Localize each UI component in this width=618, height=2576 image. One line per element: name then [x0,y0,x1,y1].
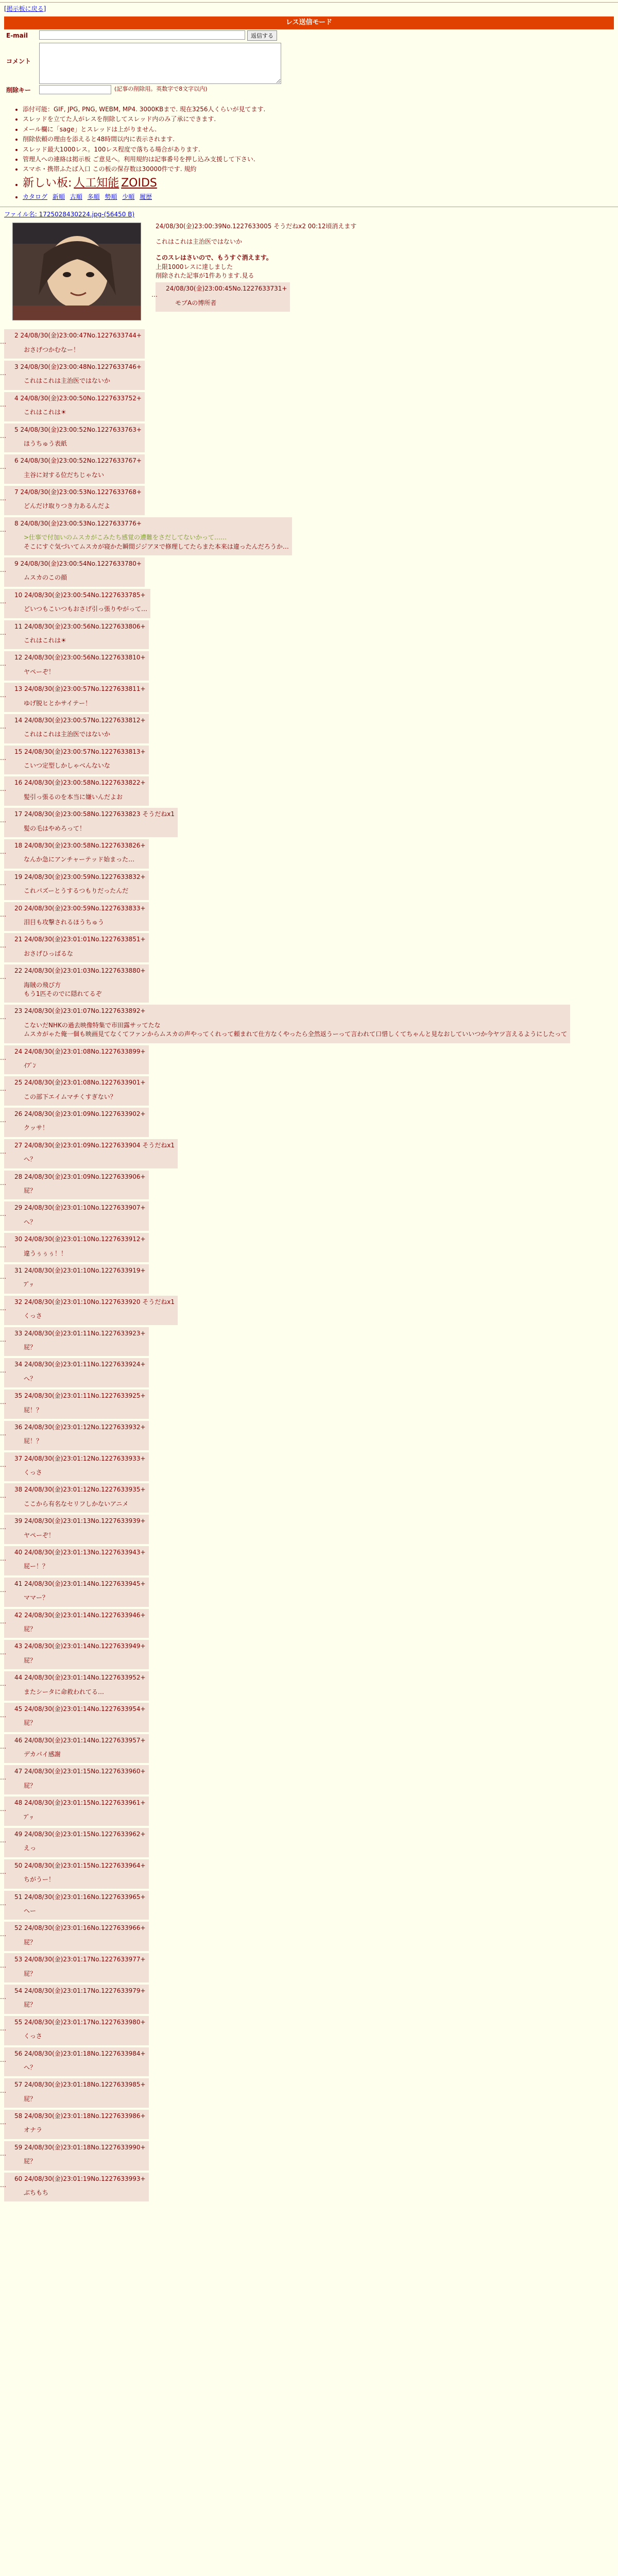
reply-post [4,1201,149,1231]
reply-header: … 31 24/08/30(金)23:01:10No.1227633919+ [14,1266,146,1274]
reply-body: くっさ [24,1312,42,1320]
delkey-row [4,85,618,96]
reply-post [4,392,145,421]
op-expire-notice: このスレはさいので、もうすぐ消えます。 [156,254,272,262]
reply-body: へ？ [24,2063,37,2071]
reply-list [0,329,618,2201]
reply-post [4,1233,149,1262]
reply-body: 屁？ [24,2001,37,2009]
reply-header: … 11 24/08/30(金)23:00:56No.1227633806+ [14,622,146,630]
catalog-link[interactable]: カタログ [23,193,48,200]
op-post [0,210,618,327]
sort-old-link[interactable]: 古順 [70,193,82,200]
reply-header: … 20 24/08/30(金)23:00:59No.1227633833+ [14,904,146,912]
reply-post [4,2016,149,2045]
reply-header: … 59 24/08/30(金)23:01:18No.1227633990+ [14,2143,146,2151]
reply-body: ムスカのこの顔 [24,574,67,582]
op-thumbnail-image[interactable] [12,223,141,320]
reply-body: ほうちゅう表紙 [24,439,67,447]
reply-body: ヤペーぞ！ [24,668,55,675]
catalog-links [23,193,618,201]
reply-header: … 4 24/08/30(金)23:00:50No.1227633752+ [14,394,142,402]
reply-post [4,1609,149,1638]
reply-post [4,454,145,484]
reply-post [4,1421,149,1450]
reply-post [4,2141,149,2171]
reply-header: … 38 24/08/30(金)23:01:12No.1227633935+ [14,1486,146,1494]
reply-body: こないだNHKの過去映像特集で市田露サッてたな ムスカがゃた俺一個も映画見てなくてファンからムスカの声やってくれって頼まれて仕方なくやったら全然返うーって言われて口惜しくてちゃんと見なおしていいつか今ヤツ言えるようにしたって [24,1021,568,1038]
reply-post [4,1797,149,1826]
reply-header: … 40 24/08/30(金)23:01:13No.1227633943+ [14,1549,146,1556]
reply-header: … 55 24/08/30(金)23:01:17No.1227633980+ [14,2018,146,2026]
reply-body: 屁？ [24,1970,37,1977]
delkey-label: 削除キー [6,86,31,94]
reply-header: … 58 24/08/30(金)23:01:18No.1227633986+ [14,2112,146,2120]
reply-header: … 41 24/08/30(金)23:01:14No.1227633945+ [14,1580,146,1587]
reply-header: … 43 24/08/30(金)23:01:14No.1227633949+ [14,1642,146,1650]
op-limit-notice: 上限1000レスに達しました [156,263,233,270]
reply-post [4,651,149,681]
reply-header: … 12 24/08/30(金)23:00:56No.1227633810+ [14,654,146,662]
reply-header: … 36 24/08/30(金)23:01:12No.1227633932+ [14,1423,146,1431]
anime-thumbnail-icon [13,223,141,320]
reply-header: … 33 24/08/30(金)23:01:11No.1227633923+ [14,1329,146,1337]
reply-post [4,871,149,900]
reply-body: ちがうー！ [24,1876,55,1884]
op-text: これはこれは主治医ではないか [156,238,243,245]
reply-body: くっさ [24,1469,42,1477]
reply-body: おさげひっぱるな [24,950,74,957]
rule-item: • スレッド最大1000レス。100レス程度で落ちる場合があります. [23,145,618,154]
reply-body: 屁！？ [24,1437,43,1445]
reply-header: … 22 24/08/30(金)23:01:03No.1227633880+ [14,967,146,975]
reply-post [4,1327,149,1357]
reply-header: … 10 24/08/30(金)23:00:54No.1227633785+ [14,591,146,599]
reply-header: … 21 24/08/30(金)23:01:01No.1227633851+ [14,936,146,943]
reply-post [4,1703,149,1732]
reply-post [4,1765,149,1794]
reply-body: これパズーとうするつもりだったんだ [24,887,129,895]
reply-body: 海賊の飛び方 もう1匹そのでに隠れてるぞ [24,981,102,997]
reply-header: … 60 24/08/30(金)23:01:19No.1227633993+ [14,2175,146,2182]
new-board-link-ai[interactable]: 人工知能 [74,176,119,190]
reply-header: … 27 24/08/30(金)23:01:09No.1227633904 そうだねx1 [14,1141,175,1149]
reply-body: これはこれは☀ [24,409,66,416]
reply-post [4,620,149,650]
reply-body: 違うぅぅぅ！！ [24,1249,67,1257]
reply-header: … 14 24/08/30(金)23:00:57No.1227633812+ [14,716,146,724]
reply-header: … 30 24/08/30(金)23:01:10No.1227633912+ [14,1235,146,1243]
reply-header: … 28 24/08/30(金)23:01:09No.1227633906+ [14,1173,146,1180]
reply-post [4,1922,149,1951]
delkey-field[interactable] [39,85,111,94]
reply-header: … 24 24/08/30(金)23:01:08No.1227633899+ [14,1047,146,1055]
op-file-link[interactable]: ファイル名: 1725028430224.jpg-(56450 B) [4,211,135,218]
reply-header: … 16 24/08/30(金)23:00:58No.1227633822+ [14,779,146,787]
rule-item: • スレッドを立てた人がレスを削除してスレッド内のみ了承にできます. [23,115,618,124]
new-boards [23,175,618,192]
reply-post [4,1389,149,1419]
reply-body: この部下エイムマチくすぎない？ [24,1093,116,1100]
reply-post [4,714,149,743]
reply-body: 屁？ [24,2158,37,2165]
reply-form [4,30,618,96]
new-board-link-zoids[interactable]: ZOIDS [121,176,157,190]
reply-post [4,1640,149,1669]
sort-few-link[interactable]: 少順 [122,193,135,200]
reply-body: 髪の毛はやめろって！ [24,824,86,832]
reply-body: 屁？ [24,1625,37,1633]
delkey-note: (記事の削除用。英数字で8文字以内) [114,85,208,92]
sort-new-link[interactable]: 新順 [52,193,65,200]
reply-post [4,1108,149,1137]
reply-body: ゆげ脱ヒとかサイテー！ [24,699,92,707]
reply-post [4,776,149,806]
reply-body: 泪目も攻撃されるほうちゅう [24,919,105,926]
back-to-board-link-wrap [0,4,618,14]
rule-item: • 削除依頼の理由を添えると48時間以内に表示されます. [23,135,618,144]
reply-body: へー [24,1907,37,1914]
reply-header: … 24/08/30(金)23:00:45No.1227633731+ [166,285,287,293]
email-label: E-mail [6,32,28,40]
reply-body: ママー？ [24,1594,49,1602]
reply-header: … 53 24/08/30(金)23:01:17No.1227633977+ [14,1956,146,1963]
reply-header: … 56 24/08/30(金)23:01:18No.1227633984+ [14,2049,146,2057]
reply-body: どんだけ取りつき力あるんだよ [24,502,111,510]
reply-body: おさげつかむなー！ [24,346,80,353]
reply-body: 屁？ [24,1938,37,1946]
reply-body: ｲﾌﾞﾝ [24,1061,37,1069]
reply-body: これはこれは主治医ではないか [24,377,111,385]
reply-post [4,517,292,555]
rule-item: • スマホ・携帯ふたば入口 この板の保存数は30000件です. 規約 [23,165,618,174]
reply-header: … 48 24/08/30(金)23:01:15No.1227633961+ [14,1799,146,1807]
sort-pace-link[interactable]: 勢順 [105,193,117,200]
reply-header: … 29 24/08/30(金)23:01:10No.1227633907+ [14,1204,146,1212]
reply-mode-banner: レス送信モード [4,16,614,29]
reply-body: ﾌﾞｯ [24,1281,33,1289]
reply-post [4,745,149,775]
reply-header: … 32 24/08/30(金)23:01:10No.1227633920 そうだねx1 [14,1298,175,1306]
reply-header: … 34 24/08/30(金)23:01:11No.1227633924+ [14,1361,146,1368]
reply-header: … 19 24/08/30(金)23:00:59No.1227633832+ [14,873,146,880]
reply-post [4,839,149,869]
rule-item: • メール欄に「sage」とスレッドは上がりません. [23,125,618,134]
reply-body: へ？ [24,1156,37,1163]
reply-body: 屁？ [24,1187,37,1195]
reply-post [4,2173,149,2202]
reply-header: … 45 24/08/30(金)23:01:14No.1227633954+ [14,1705,146,1713]
reply-post [4,808,178,837]
submit-reply-button[interactable]: 返信する [247,30,277,41]
reply-body: クッサ！ [24,1124,49,1132]
reply-post [4,329,145,359]
reply-body: 髪引っ張るのを本当に嫌いんだよお [24,793,123,801]
reply-header: … 54 24/08/30(金)23:01:17No.1227633979+ [14,1987,146,1994]
reply-header: … 52 24/08/30(金)23:01:16No.1227633966+ [14,1924,146,1932]
reply-post [4,1734,149,1764]
new-boards-label: 新しい板: [23,176,72,190]
reply-body: これはこれは☀ [24,636,66,644]
reply-body: オナラ [24,2126,43,2134]
reply-header: … 46 24/08/30(金)23:01:14No.1227633957+ [14,1736,146,1744]
reply-body: 屁ー！？ [24,1563,49,1570]
reply-header: … 57 24/08/30(金)23:01:18No.1227633985+ [14,2081,146,2089]
history-link[interactable]: 履歴 [140,193,152,200]
sort-many-link[interactable]: 多順 [87,193,100,200]
reply-post [4,589,150,618]
reply-header: … 39 24/08/30(金)23:01:13No.1227633939+ [14,1517,146,1525]
reply-header: … 23 24/08/30(金)23:01:07No.1227633892+ [14,1007,146,1015]
reply-header: … 5 24/08/30(金)23:00:52No.1227633763+ [14,426,142,433]
op-body [156,219,618,312]
reply-body: 主谷に対する位だちじゃない [24,471,105,479]
reply-post [4,2078,149,2108]
reply-post [4,1296,178,1325]
reply-header: … 49 24/08/30(金)23:01:15No.1227633962+ [14,1831,146,1838]
reply-post [4,1985,149,2014]
reply-post [4,486,145,515]
reply-post [4,964,149,1003]
reply-body: 屁？ [24,2095,37,2103]
reply-post [4,1671,149,1701]
reply-header: … 25 24/08/30(金)23:01:08No.1227633901+ [14,1079,146,1087]
op-deleted-notice: 削除された記事が1件あります.見る [156,272,254,279]
op-header: 24/08/30(金)23:00:39No.1227633005 そうだねx2 00:12頃消えます [156,223,357,230]
reply-post [4,1953,149,1982]
reply-header: … 37 24/08/30(金)23:01:12No.1227633933+ [14,1454,146,1462]
reply-body: なんか急にアンチャーテッド始まった… [24,856,135,863]
reply-post [4,2047,149,2077]
reply-header: … 50 24/08/30(金)23:01:15No.1227633964+ [14,1861,146,1869]
reply-post [4,557,145,587]
reply-header: … 44 24/08/30(金)23:01:14No.1227633952+ [14,1674,146,1682]
comment-label: コメント [6,57,31,65]
reply-post [4,423,145,453]
reply-post [4,1891,149,1920]
reply-post [4,1264,149,1294]
reply-body: これはこれは主治医ではないか [24,731,111,738]
reply-post [4,1076,149,1106]
reply-header: … 47 24/08/30(金)23:01:15No.1227633960+ [14,1768,146,1775]
reply-body: またシータに命救われてる… [24,1688,105,1696]
email-row [4,30,618,41]
reply-body: 屁？ [24,1782,37,1789]
rules-list [23,105,618,201]
reply-header: … 17 24/08/30(金)23:00:58No.1227633823 そうだねx1 [14,810,175,818]
reply-post [4,1578,149,1607]
reply-body: ヤペーぞ！ [24,1531,55,1539]
reply-body: ぶちもち [24,2189,49,2197]
reply-body: ﾌﾞｯ [24,1813,33,1821]
reply-header: … 6 24/08/30(金)23:00:52No.1227633767+ [14,457,142,465]
reply-body: へ？ [24,1375,37,1382]
reply-post [4,1005,570,1043]
reply-post [4,1828,149,1857]
reply-body: デカパイ感謝 [24,1751,61,1758]
reply-header: … 13 24/08/30(金)23:00:57No.1227633811+ [14,685,146,693]
reply-post [4,1546,149,1575]
reply-quote: >仕事で付加いのムスカがこみたち感覚の遭難をさだしてないかって…… [24,534,227,541]
comment-row [4,43,618,84]
reply-body: くっさ [24,2032,42,2040]
reply-body: へ？ [24,1218,37,1226]
back-to-board-link[interactable]: [掲示板に戻る] [4,5,46,12]
email-field[interactable] [39,30,245,40]
top-divider [0,2,618,3]
reply-body: どいつもこいつもおさげ引っ張りやがって… [24,605,148,613]
reply-body: 屁？ [24,1343,37,1351]
reply-body: 屁？ [24,1656,37,1664]
reply-post [4,1358,149,1387]
reply-post [4,361,145,390]
reply-body: モブAの博所者 [175,299,217,307]
reply-post [4,1045,149,1075]
reply-post [4,1452,149,1482]
reply-body: ここから有名なセリフしかないアニメ [24,1500,129,1507]
reply-header: … 7 24/08/30(金)23:00:53No.1227633768+ [14,488,142,496]
reply-header: … 35 24/08/30(金)23:01:11No.1227633925+ [14,1392,146,1400]
reply-post [4,1139,178,1168]
reply-header: … 8 24/08/30(金)23:00:53No.1227633776+ [14,519,142,527]
reply-post [4,902,149,931]
reply-header: … 18 24/08/30(金)23:00:58No.1227633826+ [14,842,146,850]
reply-body: 屁！？ [24,1406,43,1414]
reply-post [4,1171,149,1200]
reply-header: … 51 24/08/30(金)23:01:16No.1227633965+ [14,1893,146,1901]
reply-post [4,933,149,962]
reply-body: こいつ定型しかしゃべんないな [24,762,111,770]
rule-item: • 添付可能：GIF, JPG, PNG, WEBM, MP4. 3000KBまで. 現在3256人くらいが見てます. [23,105,618,114]
comment-textarea[interactable] [39,43,281,84]
reply-post [4,2110,149,2139]
rule-item: • 管理人への連絡は掲示板 ご意見へ。利用規約は記事番号を押し込み支援して下さい. [23,155,618,164]
reply-post [4,1515,149,1544]
reply-header: … 9 24/08/30(金)23:00:54No.1227633780+ [14,560,142,568]
reply-post [4,1859,149,1889]
reply-body: そこにすぐ気づいてムスカが寝かた瞬間ジジアヌで修理してたらまた本来は違ったんだろうか… [24,543,289,550]
reply-post [4,1483,149,1513]
reply-header: … 42 24/08/30(金)23:01:14No.1227633946+ [14,1611,146,1619]
reply-header: … 3 24/08/30(金)23:00:48No.1227633746+ [14,363,142,370]
reply-body: えっ [24,1844,37,1852]
reply-header: … 26 24/08/30(金)23:01:09No.1227633902+ [14,1110,146,1118]
op-file-info [4,210,618,219]
reply-body: 屁？ [24,1719,37,1727]
reply-post [4,683,149,712]
reply-header: … 15 24/08/30(金)23:00:57No.1227633813+ [14,748,146,755]
reply-post [156,282,290,312]
reply-header: … 2 24/08/30(金)23:00:47No.1227633744+ [14,332,142,340]
